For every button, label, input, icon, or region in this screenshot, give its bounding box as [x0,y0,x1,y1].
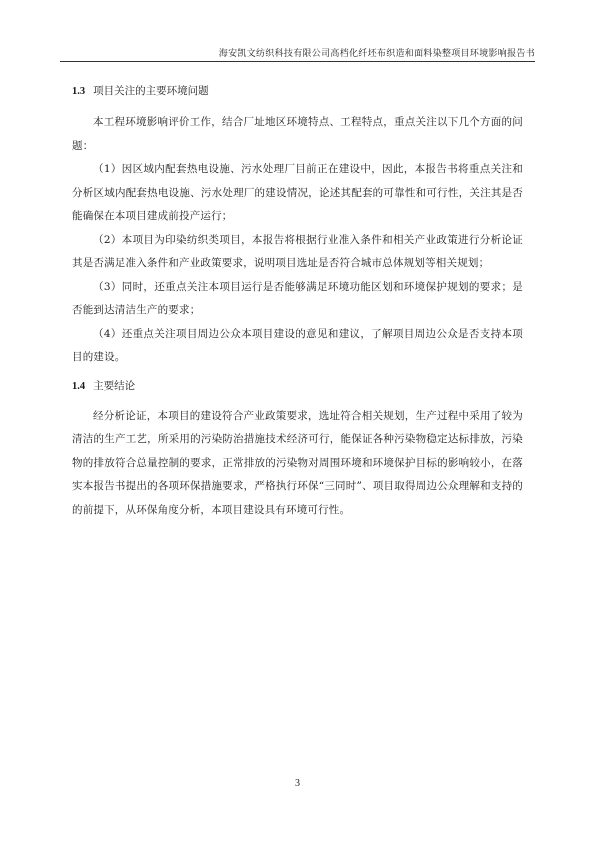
section-title: 项目关注的主要环境问题 [93,85,209,97]
paragraph: （3）同时，还重点关注本项目运行是否能够满足环境功能区划和环境保护规划的要求；是否能到达清洁生产的要求； [72,280,523,316]
paragraph: 本工程环境影响评价工作，结合厂址地区环境特点、工程特点，重点关注以下几个方面的问题： [72,116,523,152]
paragraph: （2）本项目为印染纺织类项目，本报告将根据行业准入条件和相关产业政策进行分析论证其是否满足准入条件和产业政策要求，说明项目选址是否符合城市总体规划等相关规划； [72,233,523,269]
section-number: 1.4 [72,380,86,392]
page-header: 海安凯文纺织科技有限公司高档化纤坯布织造和面料染整项目环境影响报告书 [218,49,535,59]
page-body [72,82,523,522]
paragraph: （1）因区域内配套热电设施、污水处理厂目前正在建设中，因此，本报告书将重点关注和分析区域内配套热电设施、污水处理厂的建设情况，论述其配套的可靠性和可行性，关注其是否能确保在本项目建成前投产运行； [72,163,523,222]
page-number: 3 [295,778,300,789]
paragraph: 经分析论证，本项目的建设符合产业政策要求，选址符合相关规划，生产过程中采用了较为清洁的生产工艺，所采用的污染防治措施技术经济可行，能保证各种污染物稳定达标排放，污染物的排放符合总量控制的要求，正常排放的污染物对周围环境和环境保护目标的影响较小，在落实本报告书提出的各项环保措施要求，严格执行环保“三同时”、项目取得周边公众理解和支持的的前提下，从环保角度分析，本项目建设具有环境可行性。 [72,409,523,516]
paragraph: （4）还重点关注项目周边公众本项目建设的意见和建议，了解项目周边公众是否支持本项目的建设。 [72,327,523,363]
header-divider [60,61,535,62]
section-heading-1-4 [72,377,523,395]
section-heading-1-3 [72,82,523,100]
section-title: 主要结论 [93,379,136,392]
section-number: 1.3 [72,86,86,97]
